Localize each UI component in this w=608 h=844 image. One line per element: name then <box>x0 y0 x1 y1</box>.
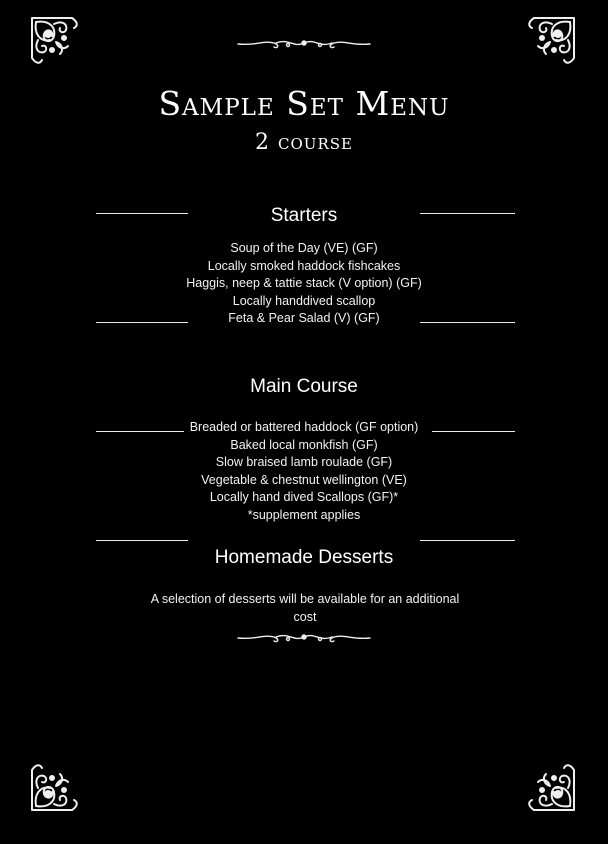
menu-title: Sample Set Menu <box>158 84 450 123</box>
main-item: Slow braised lamb roulade (GF) <box>215 455 393 470</box>
starters-heading: Starters <box>270 205 338 226</box>
main-item: Vegetable & chestnut wellington (VE) <box>201 472 407 487</box>
main-item: Breaded or battered haddock (GF option) <box>189 420 419 434</box>
supplement-note: *supplement applies <box>247 507 361 522</box>
corner-ornament-bottom-right <box>514 750 578 814</box>
starter-item: Feta & Pear Salad (V) (GF) <box>228 311 380 326</box>
mains-heading: Main Course <box>250 376 358 397</box>
desserts-rule-right <box>420 540 515 541</box>
main-item: Baked local monkfish (GF) <box>230 437 378 452</box>
corner-ornament-top-left <box>28 14 92 78</box>
mains-list <box>0 419 608 525</box>
corner-ornament-bottom-left <box>28 750 92 814</box>
starters-rule-right-bottom <box>420 322 515 323</box>
desserts-rule-left <box>96 540 188 541</box>
starters-rule-left-bottom <box>96 322 188 323</box>
corner-ornament-top-right <box>514 14 578 78</box>
main-item: Locally hand dived Scallops (GF)* <box>209 490 399 505</box>
starter-item: Locally handdived scallop <box>232 293 376 308</box>
starter-item: Haggis, neep & tattie stack (V option) (GF) <box>186 276 422 291</box>
desserts-heading: Homemade Desserts <box>214 547 394 568</box>
desserts-note: A selection of desserts will be available for an additional cost <box>150 592 460 624</box>
flourish-divider-bottom <box>236 630 372 644</box>
starter-item: Locally smoked haddock fishcakes <box>207 258 401 273</box>
menu-subtitle: 2 course <box>255 130 353 155</box>
starter-item: Soup of the Day (VE) (GF) <box>230 241 378 255</box>
flourish-divider-top <box>236 36 372 50</box>
starters-list <box>0 240 608 328</box>
